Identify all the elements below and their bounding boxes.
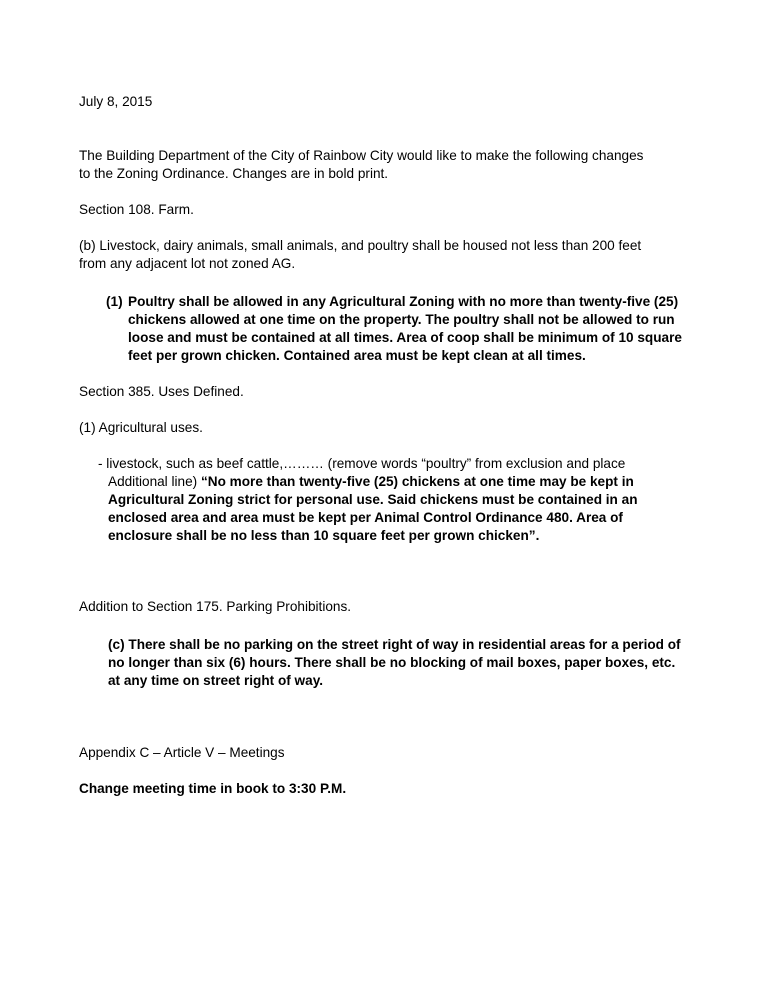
- intro-line-1: The Building Department of the City of Rainbow City would like to make the following changes: [79, 148, 644, 163]
- section-385-bold-line-2: enclosed area and area must be kept per Animal Control Ordinance 480. Area of: [108, 510, 623, 525]
- letter-date: July 8, 2015: [79, 94, 153, 109]
- appendix-heading: Appendix C – Article V – Meetings: [79, 745, 285, 760]
- section-108-item-line-4: feet per grown chicken. Contained area must be kept clean at all times.: [128, 348, 586, 363]
- section-108-item-line-2: chickens allowed at one time on the property. The poultry shall not be allowed to run: [128, 312, 675, 327]
- appendix-change: Change meeting time in book to 3:30 P.M.: [79, 781, 347, 796]
- section-175-heading: Addition to Section 175. Parking Prohibitions.: [79, 599, 352, 614]
- section-108-item-number: (1): [106, 294, 123, 309]
- section-108-heading: Section 108. Farm.: [79, 202, 194, 217]
- section-175-line-2: no longer than six (6) hours. There shall be no blocking of mail boxes, paper boxes, etc.: [108, 655, 676, 670]
- section-108-item-line-3: loose and must be contained at all times. Area of coop shall be minimum of 10 square: [128, 330, 682, 345]
- section-385-line-2: [108, 473, 634, 491]
- section-385-bold-line-1: Agricultural Zoning strict for personal use. Said chickens must be contained in an: [108, 492, 638, 507]
- section-385-subheading: (1) Agricultural uses.: [79, 420, 203, 435]
- intro-line-2: to the Zoning Ordinance. Changes are in bold print.: [79, 166, 389, 181]
- section-385-line-2-normal: Additional line): [108, 474, 201, 489]
- section-108-para-b-line-1: (b) Livestock, dairy animals, small animals, and poultry shall be housed not less than 200 feet: [79, 238, 642, 253]
- section-175-line-3: at any time on street right of way.: [108, 673, 324, 688]
- section-385-line-1: - livestock, such as beef cattle,……… (remove words “poultry” from exclusion and place: [98, 456, 626, 471]
- section-175-line-1: (c) There shall be no parking on the street right of way in residential areas for a period of: [108, 637, 681, 652]
- section-385-heading: Section 385. Uses Defined.: [79, 384, 244, 399]
- section-385-line-2-bold: “No more than twenty-five (25) chickens at one time may be kept in: [200, 474, 634, 489]
- section-108-para-b-line-2: from any adjacent lot not zoned AG.: [79, 256, 296, 271]
- section-108-item-line-1: Poultry shall be allowed in any Agricultural Zoning with no more than twenty-five (25): [128, 294, 679, 309]
- section-385-bold-line-3: enclosure shall be no less than 10 square feet per grown chicken”.: [108, 528, 540, 543]
